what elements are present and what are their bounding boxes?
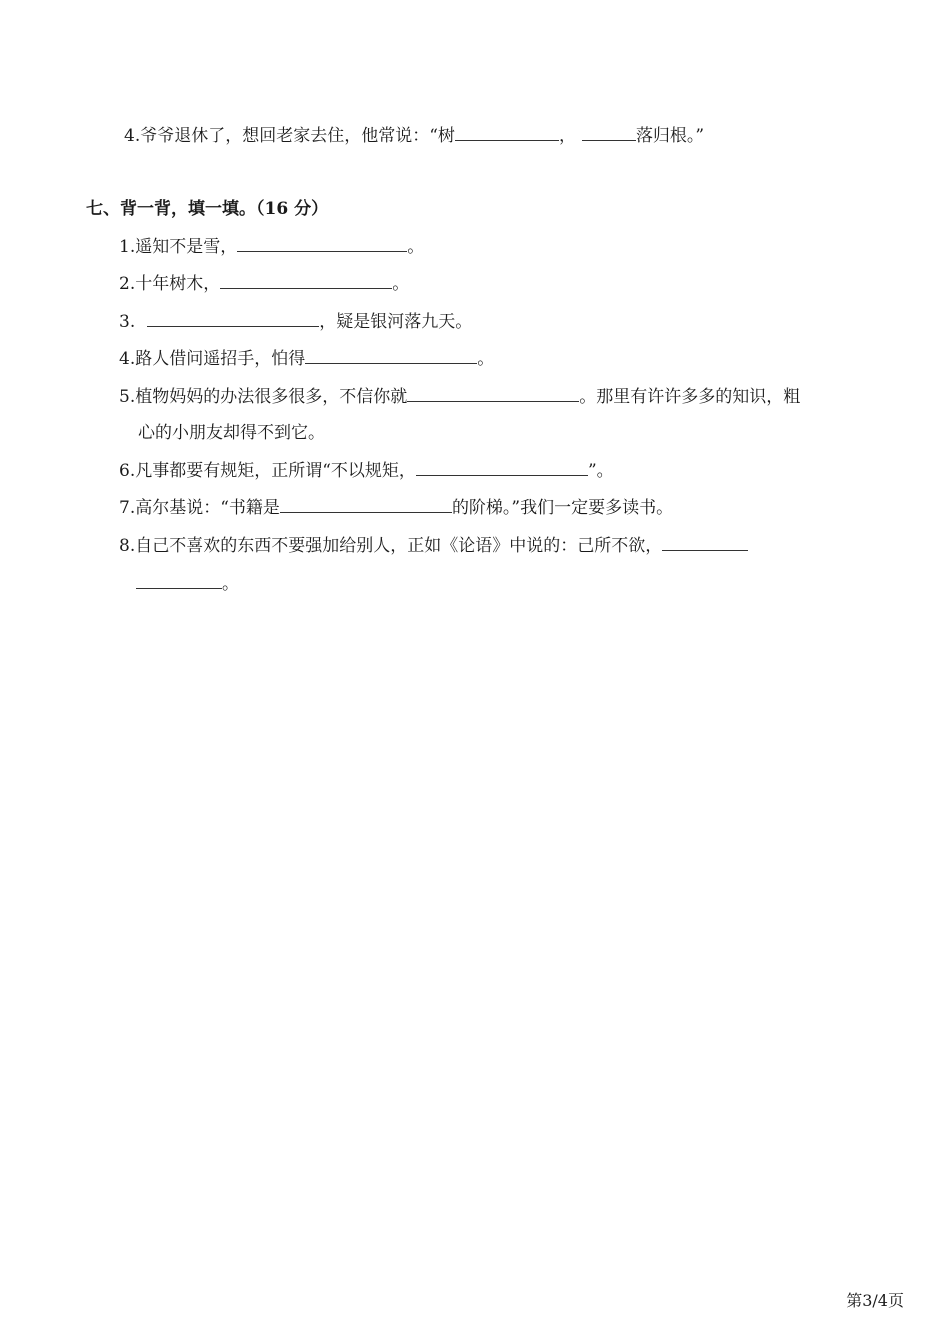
item-text: ， [558, 126, 576, 146]
item-number: 2. [119, 274, 136, 294]
item-text: 十年树木， [135, 274, 221, 294]
item-text: 凡事都要有规矩，正所谓“不以规矩， [135, 461, 416, 481]
item-text: 。 [477, 349, 495, 369]
item-text: 高尔基说：“书籍是 [135, 498, 280, 518]
item-text: 路人借问遥招手，怕得 [135, 349, 306, 369]
item-text: ”。 [587, 461, 614, 481]
answer-blank[interactable] [136, 572, 222, 589]
item-text: 落归根。” [635, 126, 705, 146]
item-number: 3. [119, 312, 136, 332]
answer-blank[interactable] [147, 310, 319, 327]
answer-blank[interactable] [220, 272, 392, 289]
section-7-item-1 [119, 235, 424, 258]
item-text: 植物妈妈的办法很多很多，不信你就 [135, 387, 408, 407]
section-7-item-3 [119, 310, 472, 333]
item-number: 6. [119, 461, 136, 481]
item-text: ，疑是银河落九天。 [319, 312, 473, 332]
page-number: 第3/4页 [846, 1291, 904, 1310]
item-text: 遥知不是雪， [135, 237, 238, 257]
section-7-item-2 [119, 272, 409, 295]
answer-blank[interactable] [416, 459, 588, 476]
section-7-item-7 [119, 496, 673, 519]
section-7-item-8-continuation [136, 572, 239, 595]
item-text: 爷爷退休了，想回老家去住，他常说：“树 [140, 126, 455, 146]
answer-blank[interactable] [455, 124, 559, 141]
answer-blank[interactable] [407, 385, 579, 402]
answer-blank[interactable] [280, 496, 452, 513]
item-text: 。 [407, 237, 425, 257]
item-number: 1. [119, 237, 136, 257]
item-number: 8. [119, 536, 136, 556]
item-text: 的阶梯。”我们一定要多读书。 [451, 498, 674, 518]
question-6-item-4 [124, 124, 704, 147]
item-text: 。那里有许许多多的知识，粗 [579, 387, 801, 407]
section-7-title: 七、背一背，填一填。（16 分） [86, 199, 329, 219]
item-number: 7. [119, 498, 136, 518]
item-number: 4. [124, 126, 141, 146]
answer-blank[interactable] [582, 124, 636, 141]
answer-blank[interactable] [237, 235, 407, 252]
section-7-item-5-continuation: 心的小朋友却得不到它。 [138, 423, 325, 443]
answer-blank[interactable] [305, 347, 477, 364]
item-number: 4. [119, 349, 136, 369]
section-7-item-5 [119, 385, 800, 408]
section-7-item-8 [119, 534, 748, 557]
item-text: 。 [392, 274, 410, 294]
item-text: 自己不喜欢的东西不要强加给别人，正如《论语》中说的：己所不欲， [135, 536, 663, 556]
item-number: 5. [119, 387, 136, 407]
answer-blank[interactable] [662, 534, 748, 551]
section-7-item-6 [119, 459, 614, 482]
section-7-item-4 [119, 347, 494, 370]
item-text: 。 [222, 574, 239, 594]
